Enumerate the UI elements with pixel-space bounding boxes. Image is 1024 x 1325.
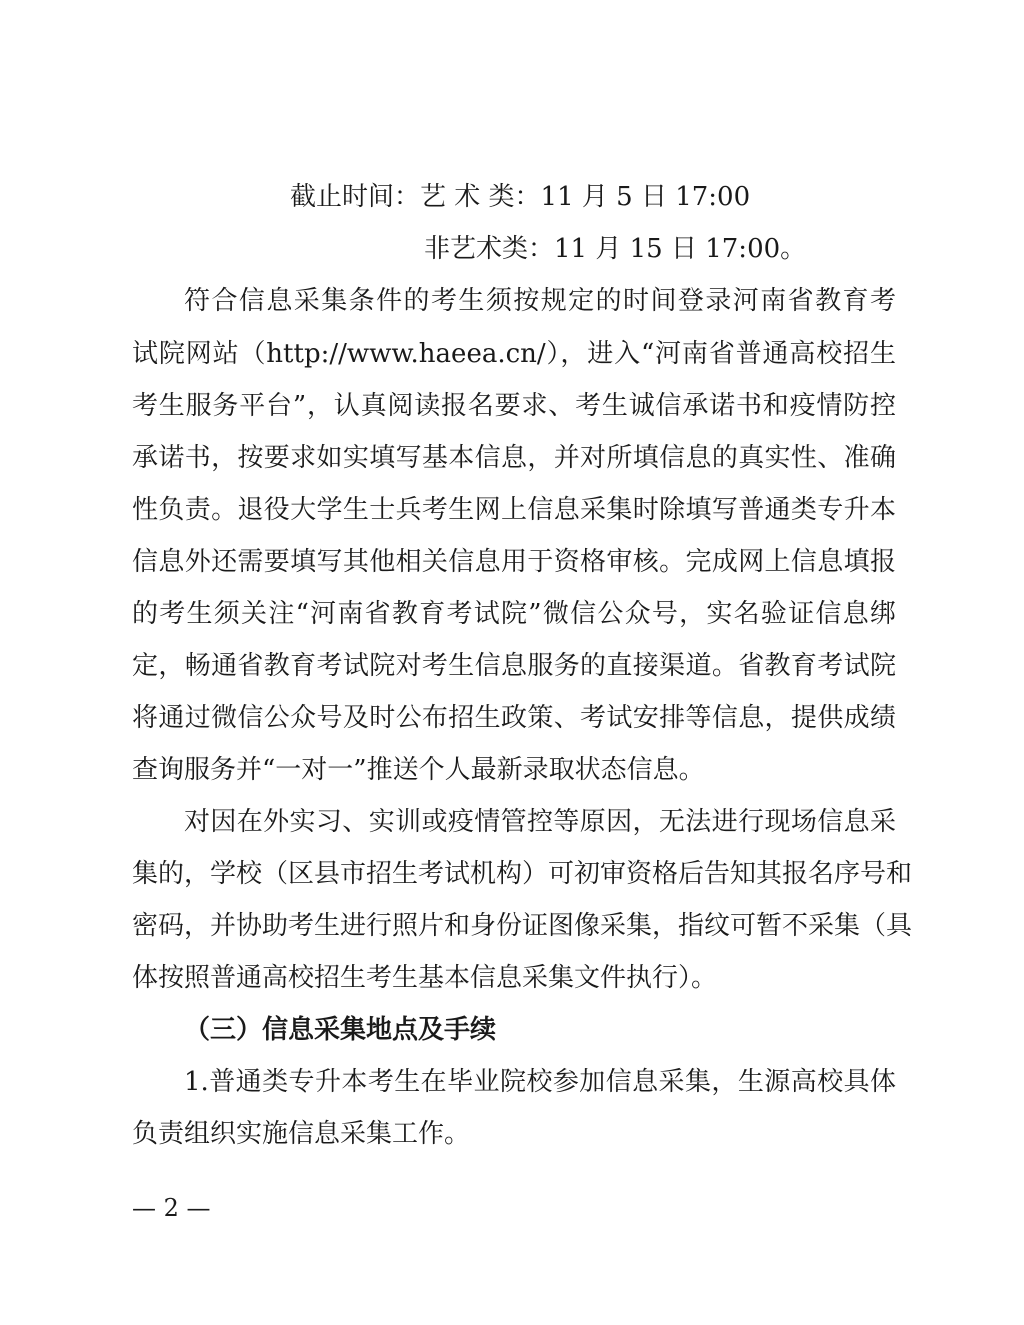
paragraph2-line: 体按照普通高校招生考生基本信息采集文件执行）。 xyxy=(132,963,718,993)
paragraph1-line: 信息外还需要填写其他相关信息用于资格审核。完成网上信息填报 xyxy=(132,547,896,577)
paragraph1-line: 的考生须关注“河南省教育考试院”微信公众号，实名验证信息绑 xyxy=(132,599,896,629)
paragraph1-line: 查询服务并“一对一”推送个人最新录取状态信息。 xyxy=(132,755,705,785)
paragraph2-line: 集的，学校（区县市招生考试机构）可初审资格后告知其报名序号和 xyxy=(132,859,913,889)
paragraph1-line: 定，畅通省教育考试院对考生信息服务的直接渠道。省教育考试院 xyxy=(132,651,896,681)
paragraph1-line: 性负责。退役大学生士兵考生网上信息采集时除填写普通类专升本 xyxy=(132,495,896,525)
paragraph1-line: 承诺书，按要求如实填写基本信息，并对所填信息的真实性、准确 xyxy=(132,443,896,473)
paragraph3-line: 负责组织实施信息采集工作。 xyxy=(132,1119,471,1149)
paragraph1-line: 将通过微信公众号及时公布招生政策、考试安排等信息，提供成绩 xyxy=(132,703,896,733)
section-heading: （三）信息采集地点及手续 xyxy=(184,1015,497,1045)
deadline-line-1: 截止时间：艺 术 类：11 月 5 日 17:00 xyxy=(290,182,751,212)
paragraph3-line: 1.普通类专升本考生在毕业院校参加信息采集，生源高校具体 xyxy=(184,1067,896,1097)
paragraph2-line: 密码，并协助考生进行照片和身份证图像采集，指纹可暂不采集（具 xyxy=(132,911,913,941)
page-number: — 2 — xyxy=(132,1194,211,1222)
deadline-line-2: 非艺术类：11 月 15 日 17:00。 xyxy=(424,234,807,264)
paragraph1-line: 考生服务平台”，认真阅读报名要求、考生诚信承诺书和疫情防控 xyxy=(132,391,896,421)
paragraph1-line: 符合信息采集条件的考生须按规定的时间登录河南省教育考 xyxy=(184,286,896,316)
paragraph2-line: 对因在外实习、实训或疫情管控等原因，无法进行现场信息采 xyxy=(184,807,896,837)
paragraph1-line: 试院网站（http://www.haeea.cn/），进入“河南省普通高校招生 xyxy=(132,339,896,369)
